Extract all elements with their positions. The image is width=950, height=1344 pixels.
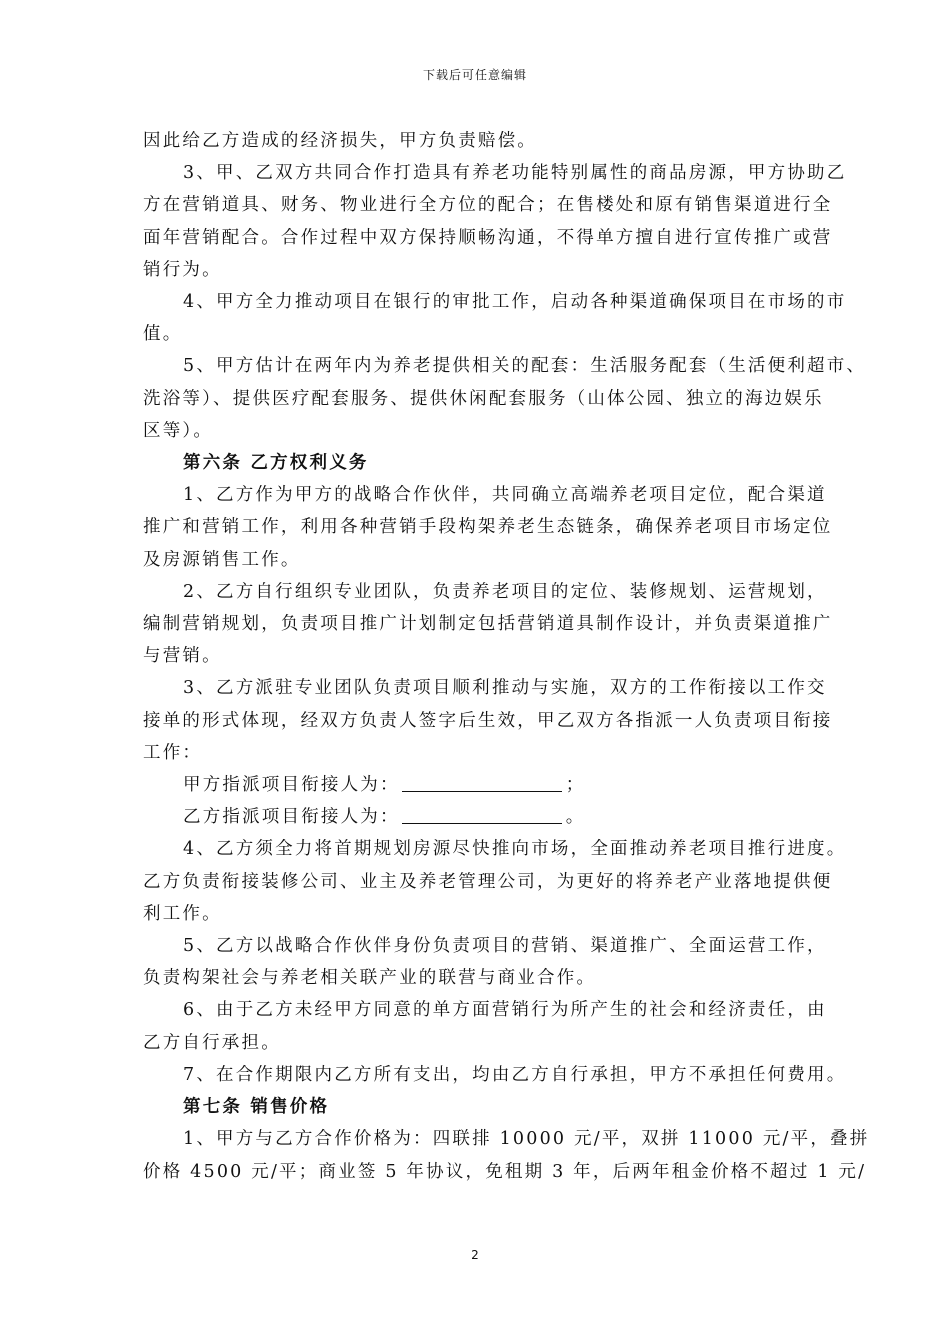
text-line: 与营销。: [143, 646, 222, 667]
section-heading-article-7: [143, 1091, 833, 1123]
text-line: 4、甲方全力推动项目在银行的审批工作，启动各种渠道确保项目在市场的市: [183, 292, 847, 313]
section-heading-article-6: [143, 447, 833, 479]
text-line: 推广和营销工作，利用各种营销手段构架养老生态链条，确保养老项目市场定位: [143, 517, 833, 538]
line-end-punct: ；: [565, 775, 586, 796]
text-line: 3、乙方派驻专业团队负责项目顺利推动与实施，双方的工作衔接以工作交: [183, 678, 827, 699]
text-line: 5、甲方估计在两年内为养老提供相关的配套：生活服务配套（生活便利超市、: [183, 356, 867, 377]
paragraph-6-7: [143, 1059, 847, 1091]
party-b-contact-label: 乙方指派项目衔接人为：: [183, 807, 400, 828]
document-body: [143, 125, 870, 1188]
line-end-punct: 。: [565, 807, 586, 828]
party-b-contact-blank[interactable]: [402, 805, 562, 824]
text-line: 价格 4500 元/平；商业签 5 年协议，免租期 3 年，后两年租金价格不超过 1 元/: [143, 1161, 867, 1182]
heading-text: 第六条 乙方权利义务: [183, 453, 369, 474]
text-line: 编制营销规划，负责项目推广计划制定包括营销道具制作设计，并负责渠道推广: [143, 614, 833, 635]
paragraph-continuation: [143, 125, 833, 157]
text-line: 乙方自行承担。: [143, 1032, 281, 1053]
text-line: 2、乙方自行组织专业团队，负责养老项目的定位、装修规划、运营规划，: [183, 581, 827, 602]
text-line: 乙方负责衔接装修公司、业主及养老管理公司，为更好的将养老产业落地提供便: [143, 871, 833, 892]
page-number: 2: [471, 1248, 479, 1262]
paragraph-6-3: [143, 672, 833, 769]
text-line: 值。: [143, 324, 183, 345]
paragraph-5-4: [143, 286, 847, 350]
text-line: 洗浴等）、提供医疗配套服务、提供休闲配套服务（山体公园、独立的海边娱乐: [143, 388, 824, 409]
text-line: 5、乙方以战略合作伙伴身份负责项目的营销、渠道推广、全面运营工作，: [183, 936, 827, 957]
page-header: 下载后可任意编辑: [422, 68, 527, 82]
paragraph-6-6: [143, 994, 833, 1058]
heading-text: 第七条 销售价格: [183, 1097, 330, 1118]
text-line: 及房源销售工作。: [143, 549, 301, 570]
text-line: 销行为。: [143, 259, 222, 280]
text-line: 因此给乙方造成的经济损失，甲方负责赔偿。: [143, 131, 537, 151]
paragraph-6-2: [143, 576, 833, 673]
text-line: 工作：: [143, 742, 203, 763]
party-a-contact-line: [143, 769, 833, 801]
text-line: 利工作。: [143, 903, 222, 924]
text-line: 1、甲方与乙方合作价格为：四联排 10000 元/平，双拼 11000 元/平，叠拼: [183, 1129, 870, 1150]
text-line: 6、由于乙方未经甲方同意的单方面营销行为所产生的社会和经济责任，由: [183, 1000, 827, 1021]
paragraph-5-5: [143, 350, 867, 447]
paragraph-6-5: [143, 930, 833, 994]
party-b-contact-line: [143, 801, 833, 833]
paragraph-6-4: [143, 833, 847, 930]
text-line: 4、乙方须全力将首期规划房源尽快推向市场，全面推动养老项目推行进度。: [183, 839, 847, 860]
text-line: 1、乙方作为甲方的战略合作伙伴，共同确立高端养老项目定位，配合渠道: [183, 485, 827, 506]
paragraph-6-1: [143, 479, 833, 576]
paragraph-5-3: [143, 157, 847, 286]
text-line: 方在营销道具、财务、物业进行全方位的配合；在售楼处和原有销售渠道进行全: [143, 195, 833, 216]
text-line: 3、甲、乙双方共同合作打造具有养老功能特别属性的商品房源，甲方协助乙: [183, 163, 847, 184]
party-a-contact-blank[interactable]: [402, 773, 562, 792]
text-line: 区等）。: [143, 420, 214, 441]
text-line: 接单的形式体现，经双方负责人签字后生效，甲乙双方各指派一人负责项目衔接: [143, 710, 833, 731]
paragraph-7-1: [143, 1123, 870, 1187]
text-line: 负责构架社会与养老相关联产业的联营与商业合作。: [143, 968, 597, 989]
text-line: 7、在合作期限内乙方所有支出，均由乙方自行承担，甲方不承担任何费用。: [183, 1064, 847, 1085]
text-line: 面年营销配合。合作过程中双方保持顺畅沟通，不得单方擅自进行宣传推广或营: [143, 227, 833, 248]
party-a-contact-label: 甲方指派项目衔接人为：: [183, 775, 400, 796]
